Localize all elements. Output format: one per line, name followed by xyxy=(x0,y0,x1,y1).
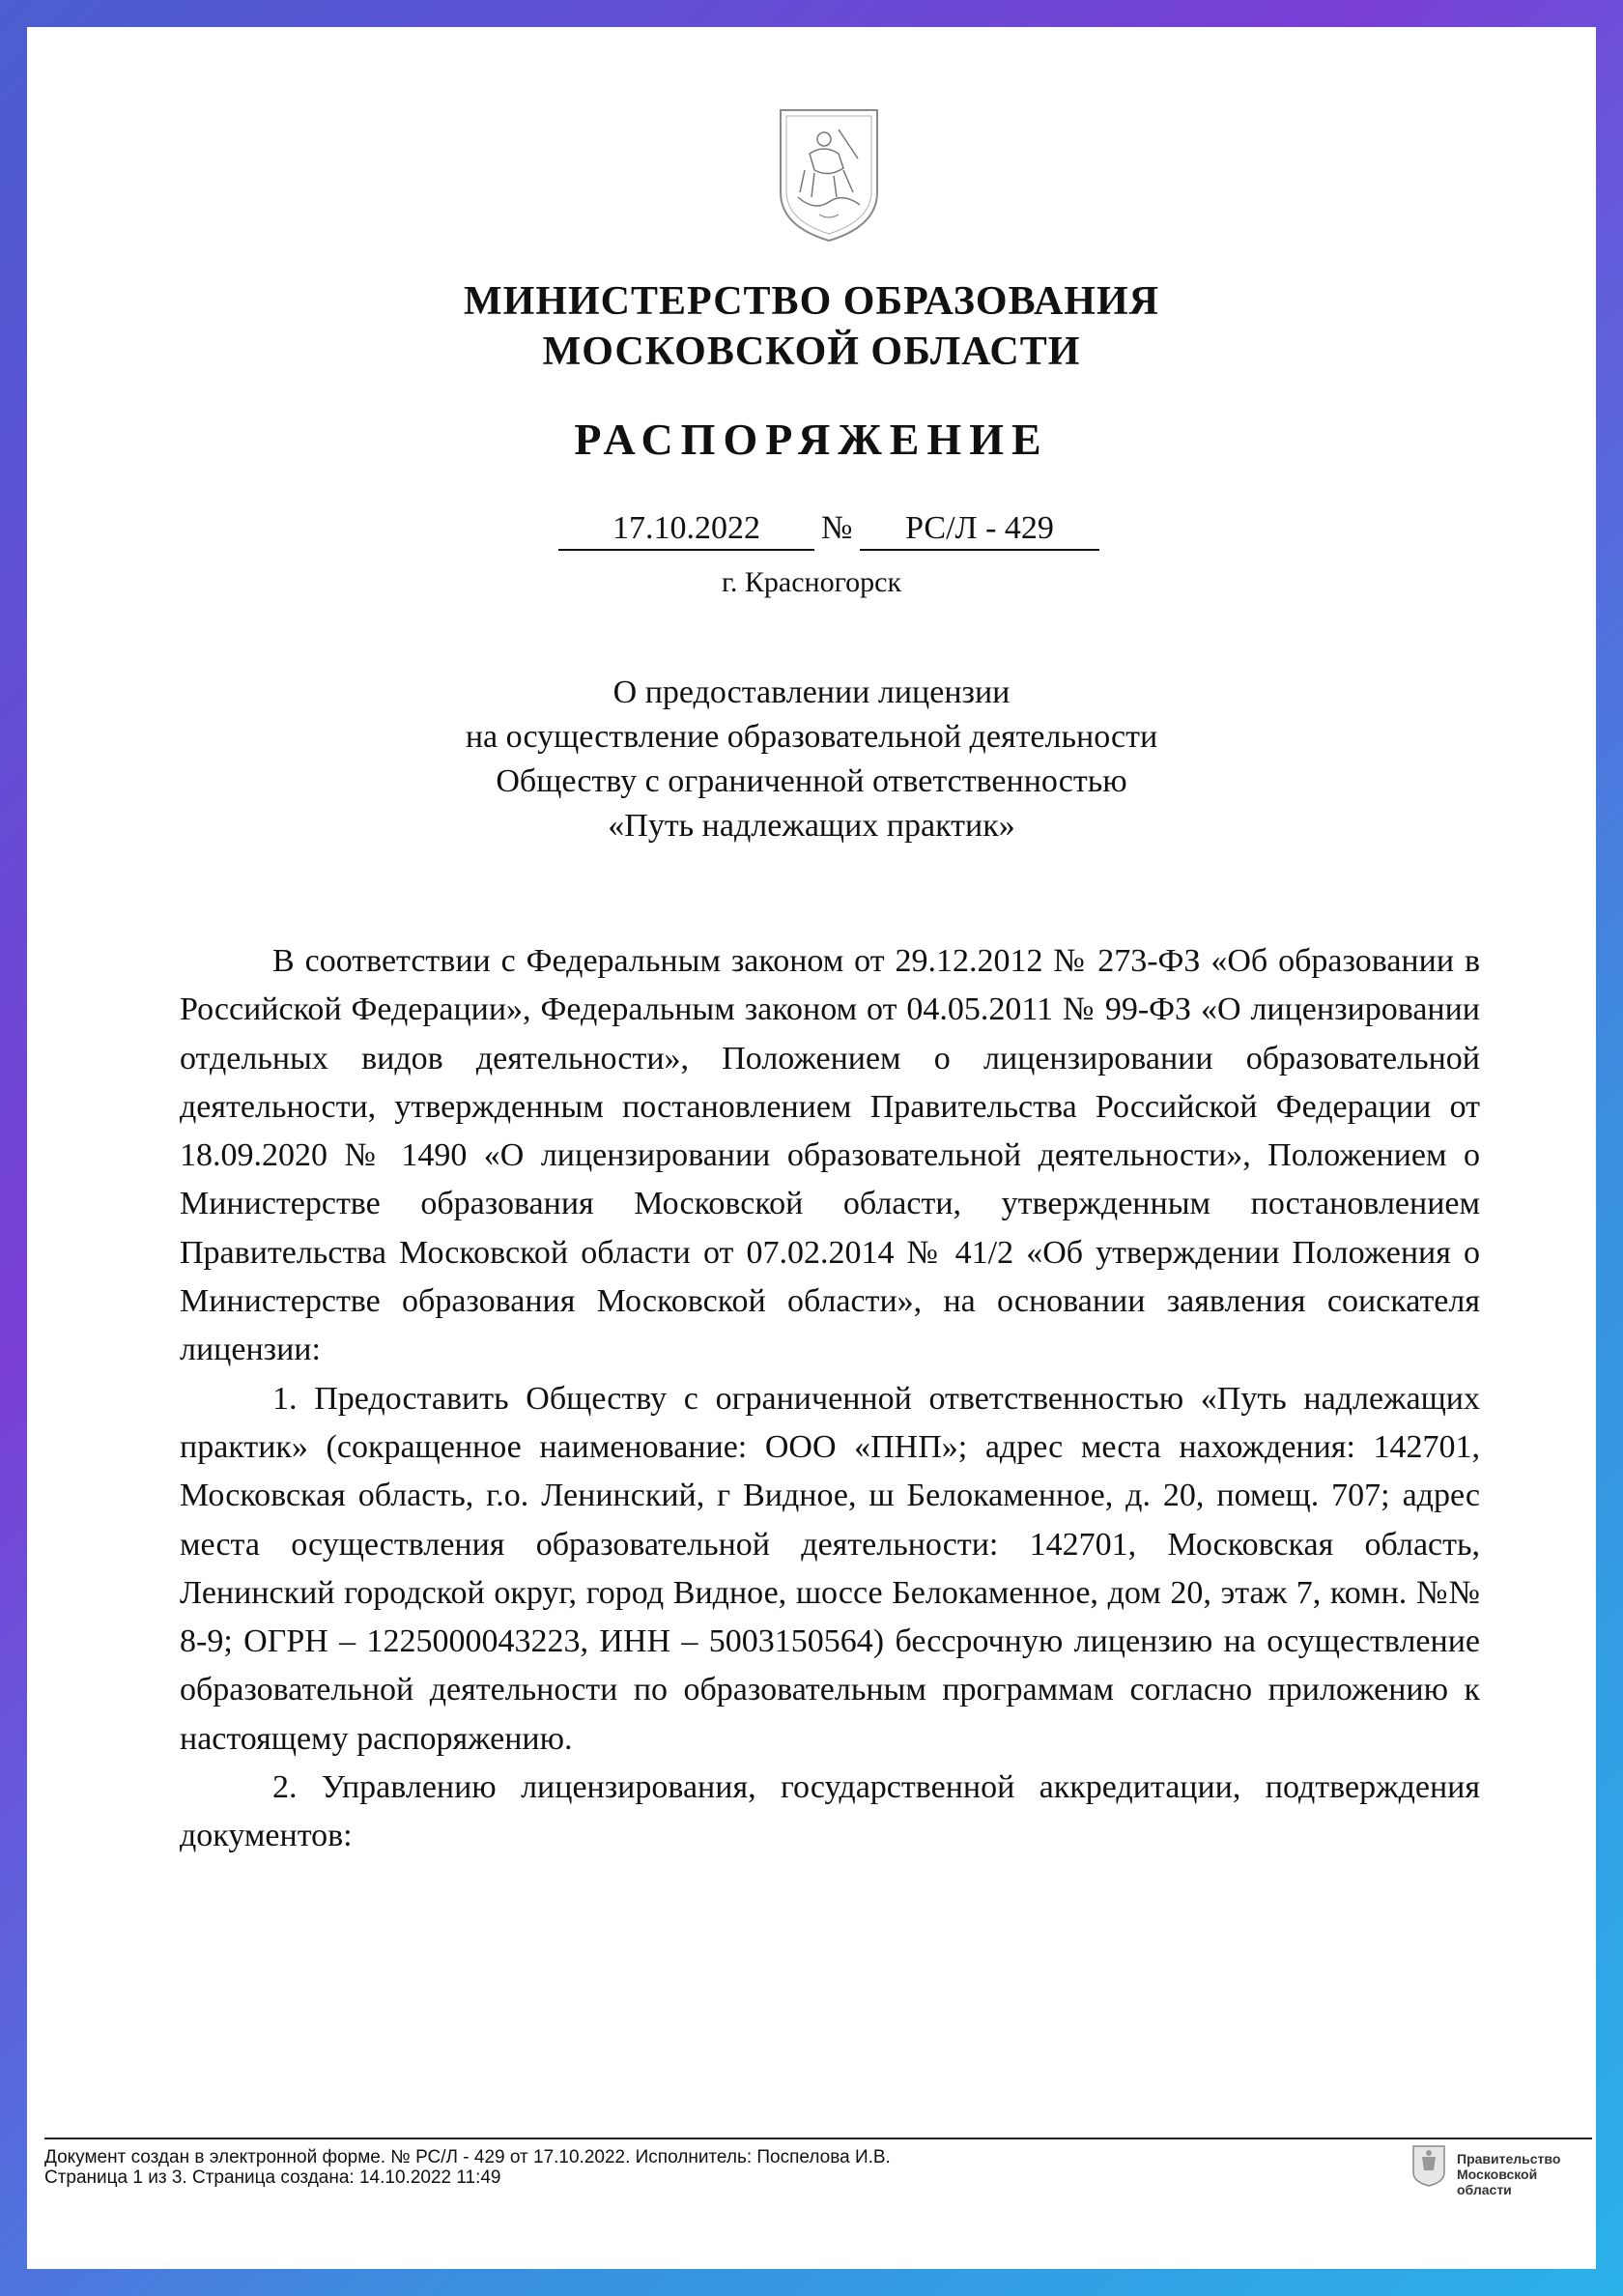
subject-line-4: «Путь надлежащих практик» xyxy=(608,808,1015,844)
gov-name-line-2: Московской области xyxy=(1457,2167,1538,2197)
coat-of-arms-icon xyxy=(771,100,887,245)
document-subject xyxy=(0,671,1623,848)
date-number-line xyxy=(558,508,1099,551)
document-type: РАСПОРЯЖЕНИЕ xyxy=(574,415,1049,464)
document-body xyxy=(180,937,1480,1861)
subject-line-3: Обществу с ограниченной ответственностью xyxy=(496,763,1127,799)
government-logo xyxy=(1410,2143,1584,2197)
subject-line-1: О предоставлении лицензии xyxy=(612,674,1011,710)
ministry-line-1: МИНИСТЕРСТВО ОБРАЗОВАНИЯ xyxy=(464,279,1159,324)
item-1-paragraph: 1. Предоставить Обществу с ограниченной ответственностью «Путь надлежащих практик» (сокращенное наименование: ООО «ПНП»; адрес места нахождения: 142701, Московская область, г.о. Ленинский, г Видное, ш Белокаменное, д. 20, помещ. 707; адрес места осуществления образовательной деятельности: 142701, Московская область, Ленинский городской округ, город Видное, шоссе Белокаменное, дом 20, этаж 7, комн. №№ 8-9; ОГРН – 1225000043223, ИНН – 5003150564) бессрочную лицензию на осуществление образовательной деятельности по образовательным программам согласно приложению к настоящему распоряжению. xyxy=(180,1380,1480,1757)
gov-name-line-1: Правительство xyxy=(1457,2151,1561,2167)
document-city: г. Красногорск xyxy=(721,566,902,598)
footer-line-2: Страница 1 из 3. Страница создана: 14.10.2022 11:49 xyxy=(44,2167,501,2188)
document-date: 17.10.2022 xyxy=(558,508,814,551)
preamble-paragraph: В соответствии с Федеральным законом от 29.12.2012 № 273-ФЗ «Об образовании в Российской Федерации», Федеральным законом от 04.05.2011 № 99-ФЗ «О лицензировании отдельных видов деятельности», Положением о лицензировании образовательной деятельности, утвержденным постановлением Правительства Российской Федерации от 18.09.2020 № 1490 «О лицензировании образовательной деятельности», Положением о Министерстве образования Московской области, утвержденным постановлением Правительства Московской области от 07.02.2014 № 41/2 «Об утверждении Положения о Министерстве образования Московской области», на основании заявления соискателя лицензии: xyxy=(180,943,1480,1368)
subject-line-2: на осуществление образовательной деятельности xyxy=(465,719,1158,755)
ministry-line-2: МОСКОВСКОЙ ОБЛАСТИ xyxy=(542,330,1081,374)
number-sign: № xyxy=(821,510,853,546)
gov-name xyxy=(1457,2151,1584,2197)
document-number: РС/Л - 429 xyxy=(860,508,1099,551)
footer-line-1: Документ создан в электронной форме. № РС/Л - 429 от 17.10.2022. Исполнитель: Поспелова И.В. xyxy=(44,2147,891,2167)
gov-emblem-icon xyxy=(1410,2143,1447,2188)
footer-info xyxy=(44,2147,891,2188)
item-2-paragraph: 2. Управлению лицензирования, государственной аккредитации, подтверждения документов: xyxy=(180,1769,1480,1854)
footer-divider xyxy=(44,2138,1592,2139)
ministry-title xyxy=(0,276,1623,377)
